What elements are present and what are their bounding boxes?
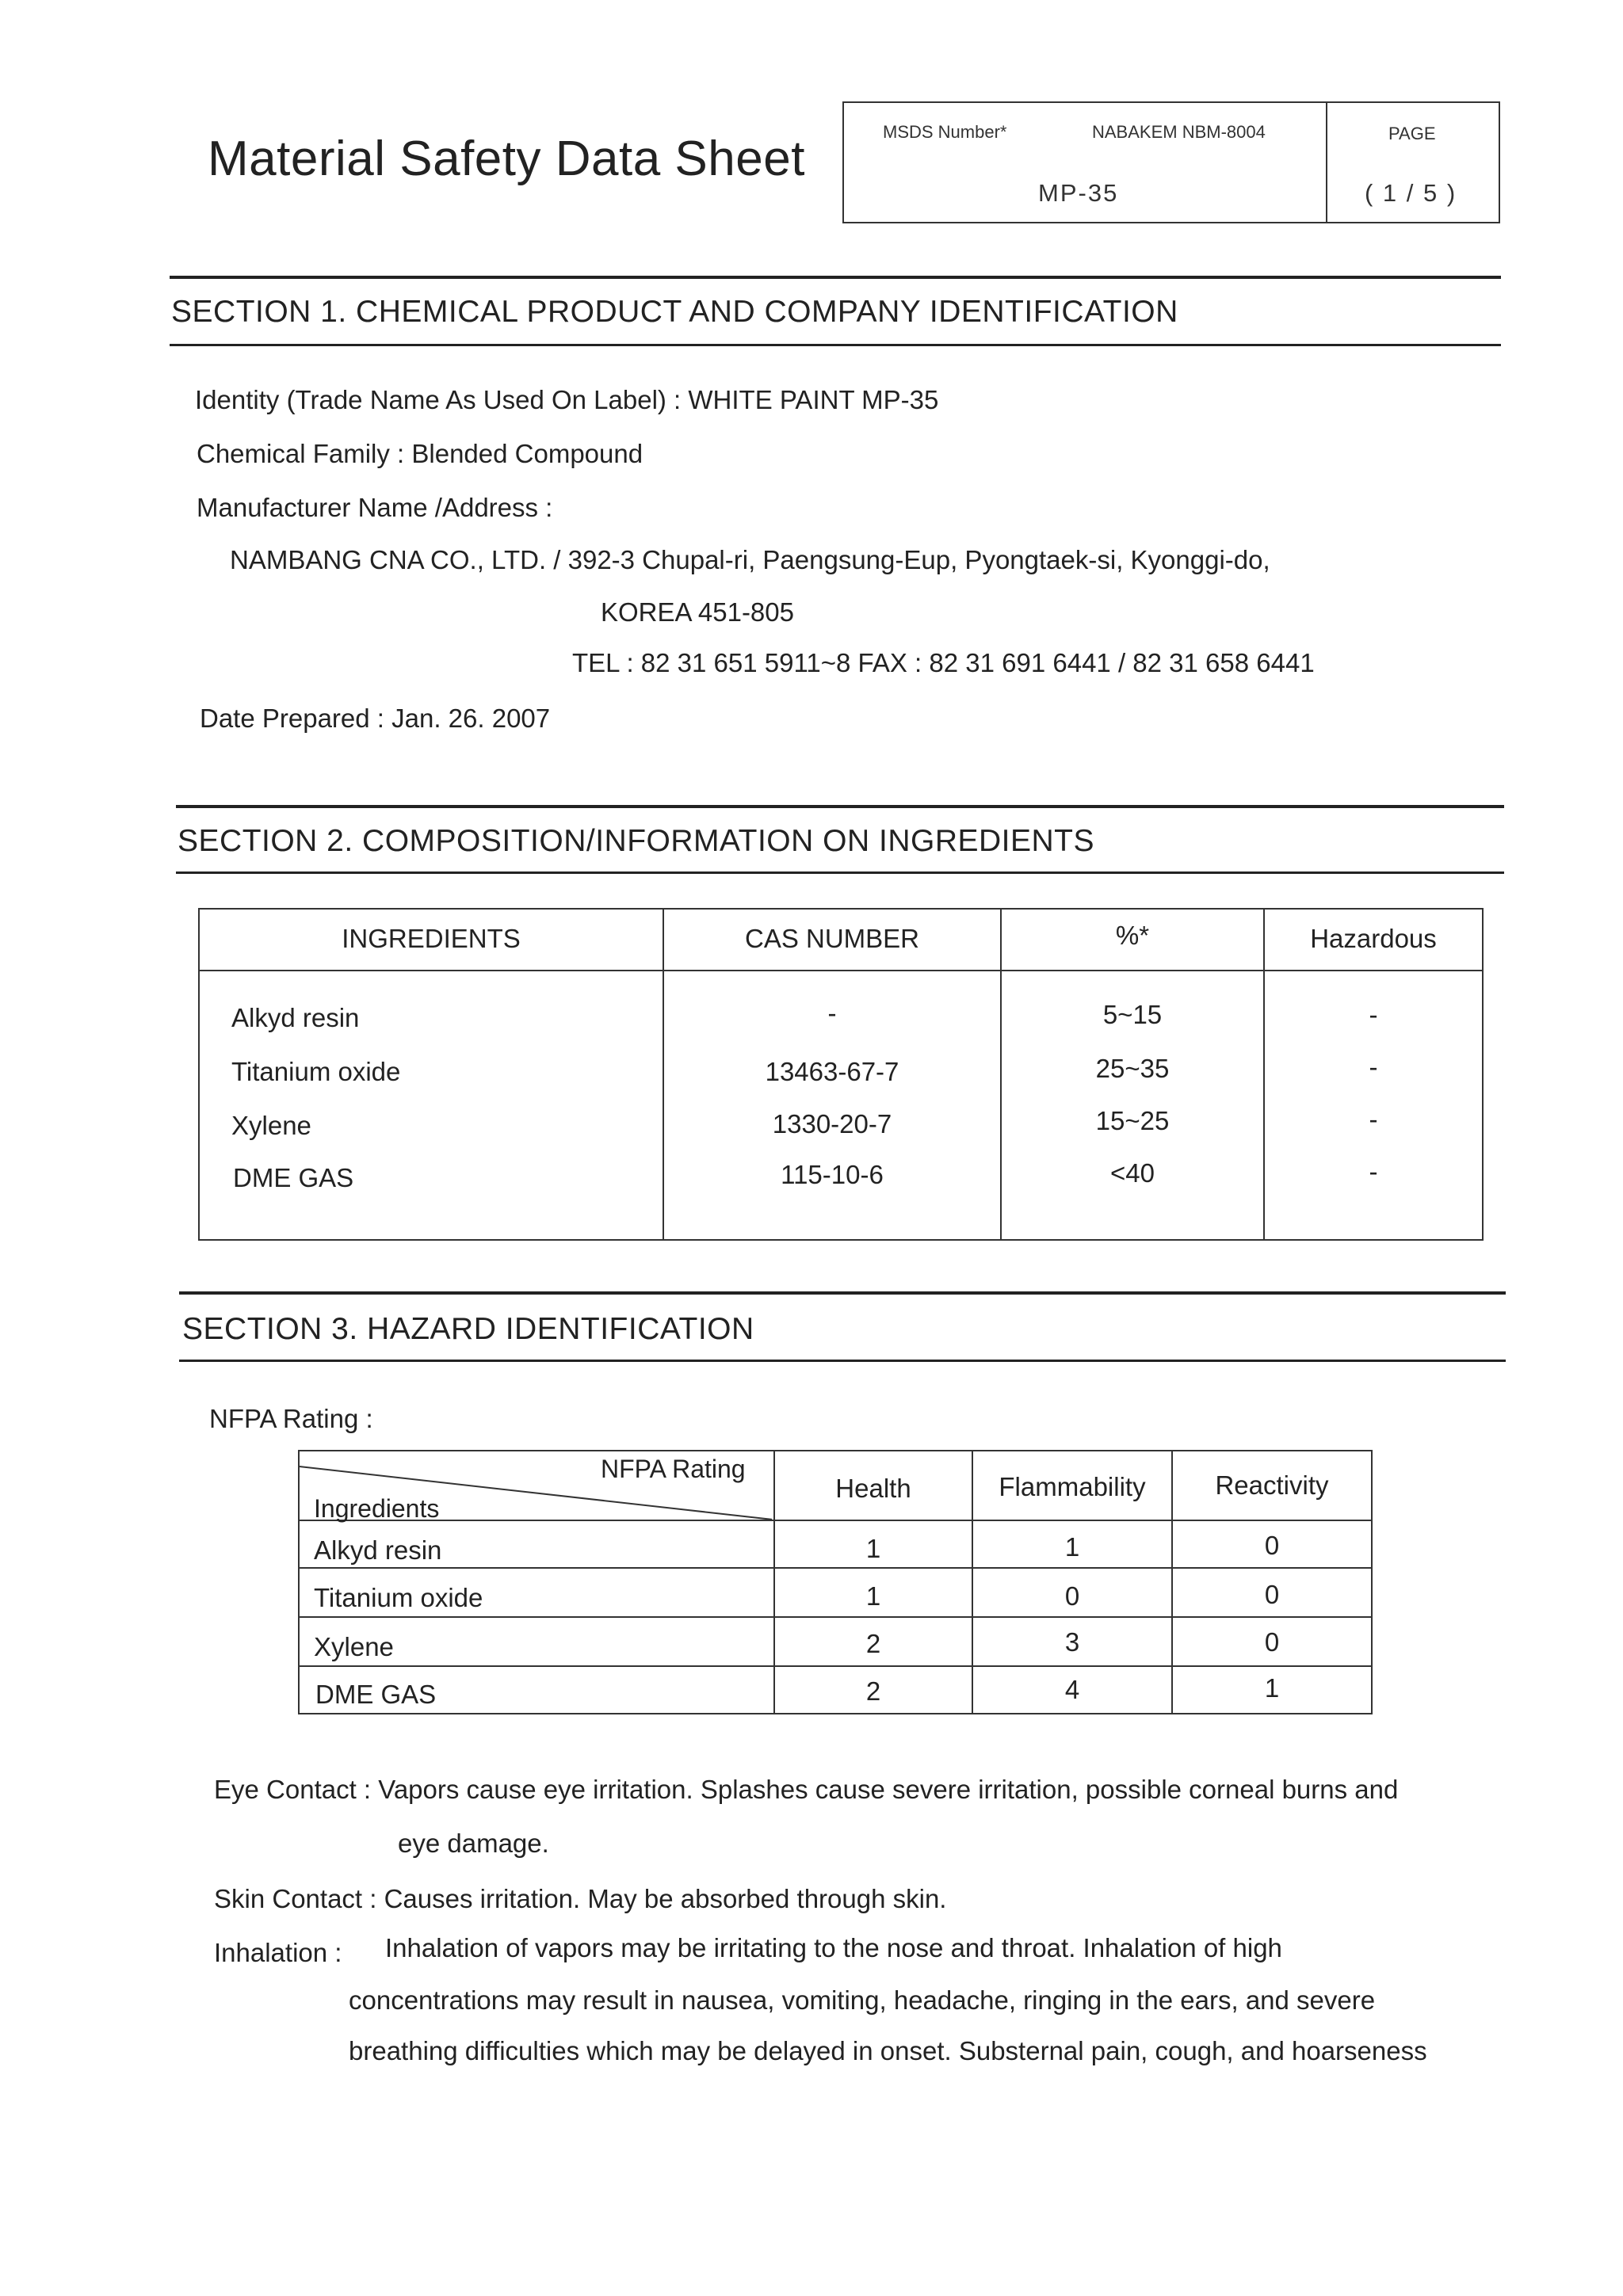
ingredient-hazardous: - [1369, 1157, 1378, 1186]
ingredient-cas: 1330-20-7 [772, 1109, 892, 1138]
nfpa-ingredient-name: Titanium oxide [314, 1583, 483, 1612]
inhalation-text: concentrations may result in nausea, vomiting, headache, ringing in the ears, and severe [349, 1985, 1376, 2015]
section1-rule-top [170, 276, 1501, 279]
column-header-ingredients: INGREDIENTS [342, 924, 521, 953]
ingredient-name: Titanium oxide [231, 1057, 401, 1086]
ingredient-hazardous: - [1369, 1000, 1378, 1029]
section2-rule-top [176, 805, 1504, 808]
section3-rule-top [179, 1291, 1506, 1295]
section2-title: SECTION 2. COMPOSITION/INFORMATION ON INGREDIENTS [178, 824, 1095, 858]
ingredient-percent: <40 [1110, 1158, 1155, 1188]
msds-number-label: MSDS Number* [883, 122, 1007, 142]
ingredient-name: DME GAS [233, 1163, 354, 1192]
inhalation-text: breathing difficulties which may be delayed in onset. Substernal pain, cough, and hoarseness [349, 2036, 1427, 2065]
nfpa-flammability-value: 1 [1064, 1532, 1080, 1562]
nfpa-reactivity-value: 0 [1264, 1580, 1280, 1609]
nfpa-reactivity-value: 0 [1264, 1531, 1280, 1560]
product-code: MP-35 [1038, 179, 1119, 207]
nfpa-row-divider [298, 1567, 1373, 1569]
nfpa-health-value: 2 [865, 1676, 881, 1706]
composition-header-divider [198, 970, 1484, 971]
ingredient-cas: 115-10-6 [781, 1160, 884, 1189]
date-prepared: Date Prepared : Jan. 26. 2007 [200, 704, 551, 733]
ingredient-hazardous: - [1369, 1104, 1378, 1134]
nfpa-health-value: 2 [865, 1629, 881, 1658]
nfpa-row-divider [298, 1665, 1373, 1667]
inhalation-text: Inhalation of vapors may be irritating to the nose and throat. Inhalation of high [385, 1933, 1282, 1962]
nfpa-corner-row-label: Ingredients [314, 1494, 440, 1523]
nfpa-header-reactivity: Reactivity [1215, 1470, 1329, 1500]
ingredient-percent: 15~25 [1095, 1106, 1170, 1135]
eye-contact-text: Eye Contact : Vapors cause eye irritation. Splashes cause severe irritation, possible corneal burns and [214, 1775, 1399, 1804]
section1-rule-bottom [170, 344, 1501, 346]
manufacturer-address: NAMBANG CNA CO., LTD. / 392-3 Chupal-ri, Paengsung-Eup, Pyongtaek-si, Kyonggi-do, [230, 545, 1270, 574]
nfpa-rating-label: NFPA Rating : [209, 1404, 373, 1433]
manufacturer-label: Manufacturer Name /Address : [197, 493, 553, 522]
nfpa-header-health: Health [835, 1474, 911, 1503]
ingredient-hazardous: - [1369, 1052, 1378, 1081]
trade-name: Identity (Trade Name As Used On Label) : WHITE PAINT MP-35 [195, 385, 939, 414]
ingredient-percent: 25~35 [1095, 1054, 1170, 1083]
section2-rule-bottom [176, 871, 1504, 874]
section3-rule-bottom [179, 1360, 1506, 1362]
manufacturer-contact: TEL : 82 31 651 5911~8 FAX : 82 31 691 6441 / 82 31 658 6441 [572, 648, 1315, 677]
nfpa-health-value: 1 [865, 1534, 881, 1563]
nfpa-corner-header: NFPA Rating [601, 1455, 746, 1483]
page-number: ( 1 / 5 ) [1365, 179, 1457, 207]
nfpa-row-divider [298, 1520, 1373, 1521]
nfpa-ingredient-name: Alkyd resin [314, 1535, 442, 1565]
ingredient-cas: 13463-67-7 [765, 1057, 899, 1086]
manufacturer-country: KOREA 451-805 [601, 597, 794, 627]
ingredient-name: Alkyd resin [231, 1003, 360, 1032]
page-label: PAGE [1388, 124, 1436, 143]
nfpa-health-value: 1 [865, 1581, 881, 1611]
section1-title: SECTION 1. CHEMICAL PRODUCT AND COMPANY IDENTIFICATION [171, 295, 1178, 329]
nfpa-ingredient-name: DME GAS [315, 1680, 437, 1709]
msds-number-value: NABAKEM NBM-8004 [1092, 122, 1266, 142]
eye-contact-continuation: eye damage. [398, 1829, 549, 1858]
inhalation-label: Inhalation : [214, 1938, 342, 1967]
column-header-cas-number: CAS NUMBER [744, 924, 920, 953]
ingredient-cas: - [827, 998, 837, 1028]
ingredient-name: Xylene [231, 1111, 311, 1140]
ingredient-percent: 5~15 [1102, 1000, 1163, 1029]
nfpa-reactivity-value: 0 [1264, 1627, 1280, 1657]
nfpa-header-flammability: Flammability [999, 1472, 1146, 1501]
section3-title: SECTION 3. HAZARD IDENTIFICATION [182, 1312, 754, 1346]
nfpa-row-divider [298, 1616, 1373, 1618]
chemical-family: Chemical Family : Blended Compound [197, 439, 643, 468]
nfpa-flammability-value: 0 [1064, 1581, 1080, 1611]
nfpa-reactivity-value: 1 [1264, 1673, 1280, 1703]
nfpa-flammability-value: 3 [1064, 1627, 1080, 1657]
skin-contact-text: Skin Contact : Causes irritation. May be absorbed through skin. [214, 1884, 947, 1913]
document-title: Material Safety Data Sheet [208, 132, 805, 186]
header-divider [1326, 101, 1327, 223]
column-header-percent: %* [1115, 921, 1150, 950]
column-header-hazardous: Hazardous [1310, 924, 1437, 953]
nfpa-ingredient-name: Xylene [314, 1632, 394, 1661]
nfpa-flammability-value: 4 [1064, 1675, 1080, 1704]
